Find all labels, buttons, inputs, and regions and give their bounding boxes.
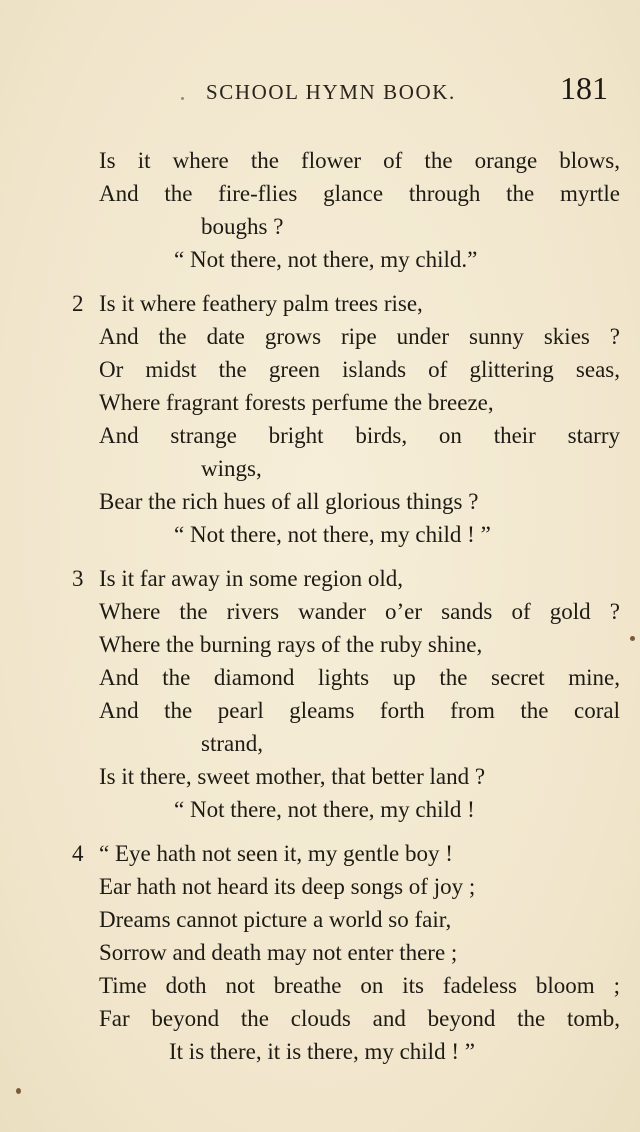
verse-line: Is it where the flower of the orange blows,	[99, 148, 620, 173]
verse-line-turnover: wings,	[201, 456, 262, 481]
verse-line: And strange bright birds, on their starry	[99, 423, 620, 448]
verse-line: Far beyond the clouds and beyond the tomb,	[99, 1006, 620, 1031]
verse-line: Is it where feathery palm trees rise,	[99, 291, 423, 316]
verse-line: Bear the rich hues of all glorious things ?	[99, 489, 479, 514]
stanza-number: 4	[72, 841, 84, 866]
page-number: 181	[560, 70, 608, 106]
verse-line-turnover: strand,	[201, 731, 263, 756]
verse-line: Sorrow and death may not enter there ;	[99, 940, 458, 965]
verse-line: Is it far away in some region old,	[99, 566, 404, 591]
verse-line: Ear hath not heard its deep songs of joy ;	[99, 874, 476, 899]
verse-line: Time doth not breathe on its fadeless bloom ;	[99, 973, 620, 998]
verse-line: Where fragrant forests perfume the breeze,	[99, 390, 494, 415]
refrain-line: “ Not there, not there, my child.”	[174, 247, 478, 272]
paper-speck	[181, 97, 184, 100]
refrain-line: “ Not there, not there, my child !	[174, 797, 475, 822]
refrain-line: “ Not there, not there, my child ! ”	[174, 522, 491, 547]
verse-line: Where the burning rays of the ruby shine,	[99, 632, 483, 657]
stanza-3	[0, 562, 640, 826]
verse-line: And the pearl gleams forth from the coral	[99, 698, 620, 723]
verse-line: Is it there, sweet mother, that better land ?	[99, 764, 486, 789]
verse-line: And the fire-flies glance through the myrtle	[99, 181, 620, 206]
verse-line: Dreams cannot picture a world so fair,	[99, 907, 452, 932]
stanza-1	[0, 144, 640, 276]
verse-line: Where the rivers wander o’er sands of gold ?	[99, 599, 620, 624]
verse-line: Or midst the green islands of glittering seas,	[99, 357, 620, 382]
verse-line-turnover: boughs ?	[201, 214, 284, 239]
stanza-2	[0, 287, 640, 551]
verse-line: “ Eye hath not seen it, my gentle boy !	[99, 841, 453, 866]
running-head: SCHOOL HYMN BOOK.	[206, 80, 456, 104]
hymn-text	[0, 144, 640, 1068]
refrain-line: It is there, it is there, my child ! ”	[169, 1039, 475, 1064]
stanza-number: 3	[72, 566, 84, 591]
stanza-4	[0, 837, 640, 1068]
stanza-number: 2	[72, 291, 84, 316]
verse-line: And the date grows ripe under sunny skies ?	[99, 324, 620, 349]
verse-line: And the diamond lights up the secret mine,	[99, 665, 620, 690]
page-header	[0, 70, 640, 110]
paper-speck	[16, 1088, 21, 1094]
paper-speck	[630, 636, 635, 641]
